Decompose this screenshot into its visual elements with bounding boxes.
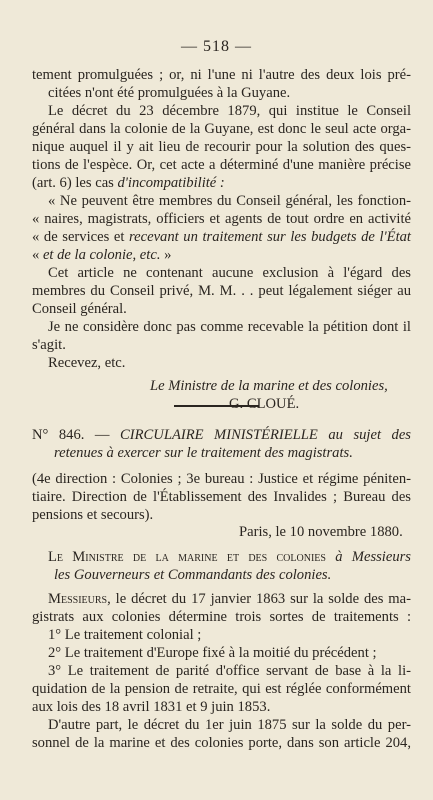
quote-line: « naires, magistrats, officiers et agents de tout ordre en activité bbox=[32, 211, 411, 227]
text-line: D'autre part, le décret du 1er juin 1875 sur la solde du per- bbox=[48, 717, 411, 733]
dateline: Paris, le 10 novembre 1880. bbox=[239, 524, 403, 540]
page-number: — 518 — bbox=[181, 38, 252, 55]
direction-line: tiaire. Direction de l'Établissement des Invalides ; Bureau des bbox=[32, 489, 411, 505]
signature-title: Le Ministre de la marine et des colonies, bbox=[150, 378, 388, 394]
text-line: Le décret du 23 décembre 1879, qui institue le Conseil bbox=[48, 103, 411, 119]
text-span: (art. 6) les cas bbox=[32, 175, 118, 191]
smallcaps-text: Messieurs bbox=[48, 591, 108, 607]
text-span: » bbox=[160, 247, 172, 263]
text-line: nique auquel il y ait lieu de recourir pour la solution des ques- bbox=[32, 139, 411, 155]
italic-text: d'incompatibilité : bbox=[117, 175, 225, 191]
italic-text: au sujet des bbox=[317, 427, 411, 443]
list-item: 2° Le traitement d'Europe fixé à la moitié du précédent ; bbox=[48, 645, 377, 661]
text-span: « de services et bbox=[32, 229, 129, 245]
smallcaps-text: Le Ministre de la marine et des colonies bbox=[48, 549, 326, 565]
text-line: Recevez, etc. bbox=[48, 355, 126, 371]
quote-line bbox=[32, 228, 411, 246]
italic-text: recevant un traitement sur les budgets de l'État bbox=[129, 229, 411, 245]
text-line: quidation de la pension de retraite, qui est réglée conformément bbox=[32, 681, 411, 697]
signature-name: G. CLOUÉ. bbox=[229, 396, 300, 412]
italic-text: et de la colonie, etc. bbox=[42, 247, 161, 263]
text-line: tions de l'espèce. Or, cet acte a déterminé d'une manière précise bbox=[32, 157, 411, 173]
text-line: gistrats aux colonies détermine trois sortes de traitements : bbox=[32, 609, 411, 625]
text-line: Conseil général. bbox=[32, 301, 127, 317]
text-span: « bbox=[32, 247, 43, 263]
italic-text: à Messieurs bbox=[325, 549, 411, 565]
circular-title: CIRCULAIRE MINISTÉRIELLE bbox=[120, 427, 318, 443]
text-line: s'agit. bbox=[32, 337, 66, 353]
section-divider bbox=[174, 405, 259, 407]
circular-subject: retenues à exercer sur le traitement des magistrats. bbox=[54, 445, 353, 461]
direction-line: (4e direction : Colonies ; 3e bureau : Justice et régime péniten- bbox=[32, 471, 411, 487]
text-line: général dans la colonie de la Guyane, est donc le seul acte orga- bbox=[32, 121, 411, 137]
list-item: 3° Le traitement de parité d'office servant de base à la li- bbox=[48, 663, 411, 679]
text-line bbox=[32, 174, 411, 192]
text-line: sonnel de la marine et des colonies porte, dans son article 204, bbox=[32, 735, 411, 751]
address-line bbox=[48, 548, 411, 566]
text-line: citées n'ont été promulguées à la Guyane. bbox=[48, 85, 291, 101]
text-line: Cet article ne contenant aucune exclusion à l'égard des bbox=[48, 265, 411, 281]
text-line: membres du Conseil privé, M. M. . . peut légalement siéger au bbox=[32, 283, 411, 299]
circular-heading bbox=[32, 426, 411, 444]
text-line: tement promulguées ; or, ni l'une ni l'autre des deux lois pré- bbox=[32, 67, 411, 83]
text-line bbox=[48, 590, 411, 608]
text-line: Je ne considère donc pas comme recevable la pétition dont il bbox=[48, 319, 411, 335]
address-line: les Gouverneurs et Commandants des colonies. bbox=[54, 567, 332, 583]
quote-line bbox=[32, 246, 411, 264]
list-item: 1° Le traitement colonial ; bbox=[48, 627, 202, 643]
quote-line: « Ne peuvent être membres du Conseil général, les fonction- bbox=[48, 193, 411, 209]
text-line: aux lois des 18 avril 1831 et 9 juin 1853. bbox=[32, 699, 271, 715]
circular-number: N° 846. — bbox=[32, 427, 121, 443]
text-span: , le décret du 17 janvier 1863 sur la solde des ma- bbox=[107, 591, 411, 607]
direction-line: pensions et secours). bbox=[32, 507, 154, 523]
